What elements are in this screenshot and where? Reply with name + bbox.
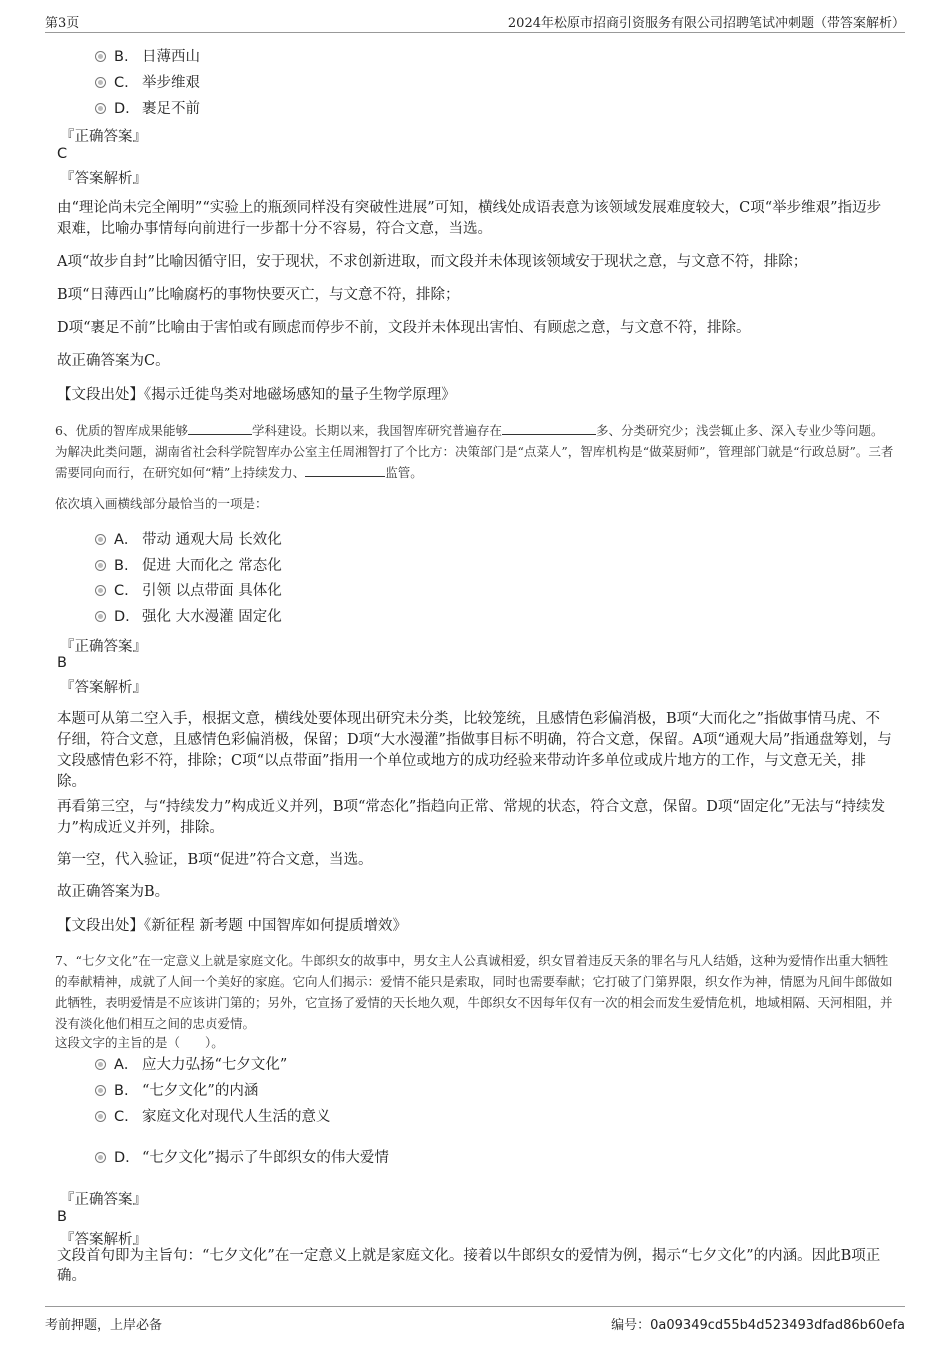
q6-answer-label: 『正确答案』 (60, 639, 147, 655)
q6-stem: 6、优质的智库成果能够 学科建设。长期以来，我国智库研究普遍存在 多、分类研究少；浅尝辄止多、深入专业少等问题。为解决此类问题，湖南省社会科学院智库办公室主任周湘智打了个比方：决策部门是“点菜人”，智库机构是“做菜厨师”，管理部门就是“行政总厨”。三者需要同向而行，在研究如何“精”上持续发力、 监管。 (55, 423, 894, 480)
q6-analysis-label: 『答案解析』 (60, 680, 147, 696)
q5-analysis-p4: D项“裹足不前”比喻由于害怕或有顾虑而停步不前，文段并未体现出害怕、有顾虑之意，与文意不符，排除。 (57, 320, 751, 336)
q5-analysis-p1: 由“理论尚未完全阐明”“实验上的瓶颈同样没有突破性进展”可知，横线处成语表意为该领域发展难度较大，C项“举步维艰”指迈步艰难，比喻办事情每向前进行一步都十分不容易，符合文意，当选。 (57, 200, 882, 237)
page-number: 第3页 (45, 16, 80, 31)
radio-icon[interactable] (95, 1152, 106, 1163)
page-header (45, 10, 905, 33)
q7-answer: B (57, 1209, 67, 1225)
blank-3 (305, 464, 385, 477)
q5-source: 【文段出处】《揭示迁徙鸟类对地磁场感知的量子生物学原理》 (57, 387, 456, 403)
q5-option-c[interactable]: C. 举步维艰 (95, 72, 200, 94)
radio-icon[interactable] (95, 51, 106, 62)
q5-option-d[interactable]: D. 裹足不前 (95, 98, 200, 120)
q7-stem: 7、“七夕文化”在一定意义上就是家庭文化。牛郎织女的故事中，男女主人公真诚相爱，织女冒着违反天条的罪名与凡人结婚，这种为爱情作出重大牺牲的奉献精神，成就了人间一个美好的家庭。它向人们揭示：爱情不能只是索取，同时也需要奉献；它打破了门第界限，织女作为神，情愿为凡间牛郎做如此牺牲，表明爱情是不应该讲门第的；另外，它宣扬了爱情的天长地久观，牛郎织女不因每年仅有一次的相会而发生爱情危机，地域相隔、天河相阻，并没有淡化他们相互之间的忠贞爱情。 (55, 953, 893, 1031)
q5-answer: C (57, 146, 68, 162)
radio-icon[interactable] (95, 534, 106, 545)
q5-analysis-p3: B项“日薄西山”比喻腐朽的事物快要灭亡，与文意不符，排除； (57, 287, 460, 303)
radio-icon[interactable] (95, 1085, 106, 1096)
q6-analysis-p1: 本题可从第二空入手，根据文意，横线处要体现出研究未分类，比较笼统，且感情色彩偏消极，B项“大而化之”指做事情马虎、不仔细，符合文意，且感情色彩偏消极，保留；D项“大水漫灌”指做事目标不明确，符合文意，保留。A项“通观大局”指通盘筹划，与文段感情色彩不符，排除；C项“以点带面”指用一个单位或地方的成功经验来带动许多单位或成片地方的工作，与文意无关，排除。 (57, 711, 892, 790)
footer-slogan: 考前押题，上岸必备 (45, 1318, 163, 1333)
q7-analysis-label: 『答案解析』 (60, 1232, 147, 1248)
blank-2 (502, 422, 596, 435)
q5-option-b[interactable]: B. 日薄西山 (95, 46, 200, 68)
q6-option-a[interactable]: A． 带动 通观大局 长效化 (95, 529, 282, 551)
q7-prompt: 这段文字的主旨的是（ ）。 (55, 1035, 224, 1050)
radio-icon[interactable] (95, 1111, 106, 1122)
document-title: 2024年松原市招商引资服务有限公司招聘笔试冲刺题（带答案解析） (507, 16, 905, 31)
q6-option-d[interactable]: D. 强化 大水漫灌 固定化 (95, 606, 282, 628)
blank-1 (188, 422, 252, 435)
q7-option-b[interactable]: B. “七夕文化”的内涵 (95, 1080, 258, 1102)
radio-icon[interactable] (95, 560, 106, 571)
document-code: 编号：0a09349cd55b4d523493dfad86b60efa (611, 1318, 905, 1333)
q6-option-b[interactable]: B. 促进 大而化之 常态化 (95, 555, 282, 577)
q7-answer-label: 『正确答案』 (60, 1192, 147, 1208)
q5-analysis-p2: A项“故步自封”比喻因循守旧，安于现状，不求创新进取，而文段并未体现该领域安于现状之意，与文意不符，排除； (57, 254, 808, 270)
q6-answer: B (57, 655, 67, 671)
q5-analysis-label: 『答案解析』 (60, 171, 147, 187)
page-footer (45, 1306, 905, 1337)
q6-analysis-p2: 再看第三空，与“持续发力”构成近义并列，B项“常态化”指趋向正常、常规的状态，符合文意，保留。D项“固定化”无法与“持续发力”构成近义并列，排除。 (57, 799, 886, 836)
radio-icon[interactable] (95, 585, 106, 596)
q6-analysis-p4: 故正确答案为B。 (57, 884, 170, 900)
q7-analysis: 文段首句即为主旨句：“七夕文化”在一定意义上就是家庭文化。接着以牛郎织女的爱情为例，揭示“七夕文化”的内涵。因此B项正确。 (57, 1248, 881, 1284)
q6-prompt: 依次填入画横线部分最恰当的一项是： (55, 496, 268, 511)
radio-icon[interactable] (95, 1059, 106, 1070)
q6-analysis-p3: 第一空，代入验证，B项“促进”符合文意，当选。 (57, 852, 373, 868)
radio-icon[interactable] (95, 103, 106, 114)
q7-option-d[interactable]: D. “七夕文化”揭示了牛郎织女的伟大爱情 (95, 1147, 389, 1169)
q5-answer-label: 『正确答案』 (60, 129, 147, 145)
radio-icon[interactable] (95, 611, 106, 622)
q7-option-c[interactable]: C. 家庭文化对现代人生活的意义 (95, 1106, 331, 1128)
q6-source: 【文段出处】《新征程 新考题 中国智库如何提质增效》 (57, 918, 407, 934)
q7-option-a[interactable]: A． 应大力弘扬“七夕文化” (95, 1054, 287, 1076)
q5-analysis-p5: 故正确答案为C。 (57, 353, 170, 369)
q6-option-c[interactable]: C. 引领 以点带面 具体化 (95, 580, 282, 602)
radio-icon[interactable] (95, 77, 106, 88)
